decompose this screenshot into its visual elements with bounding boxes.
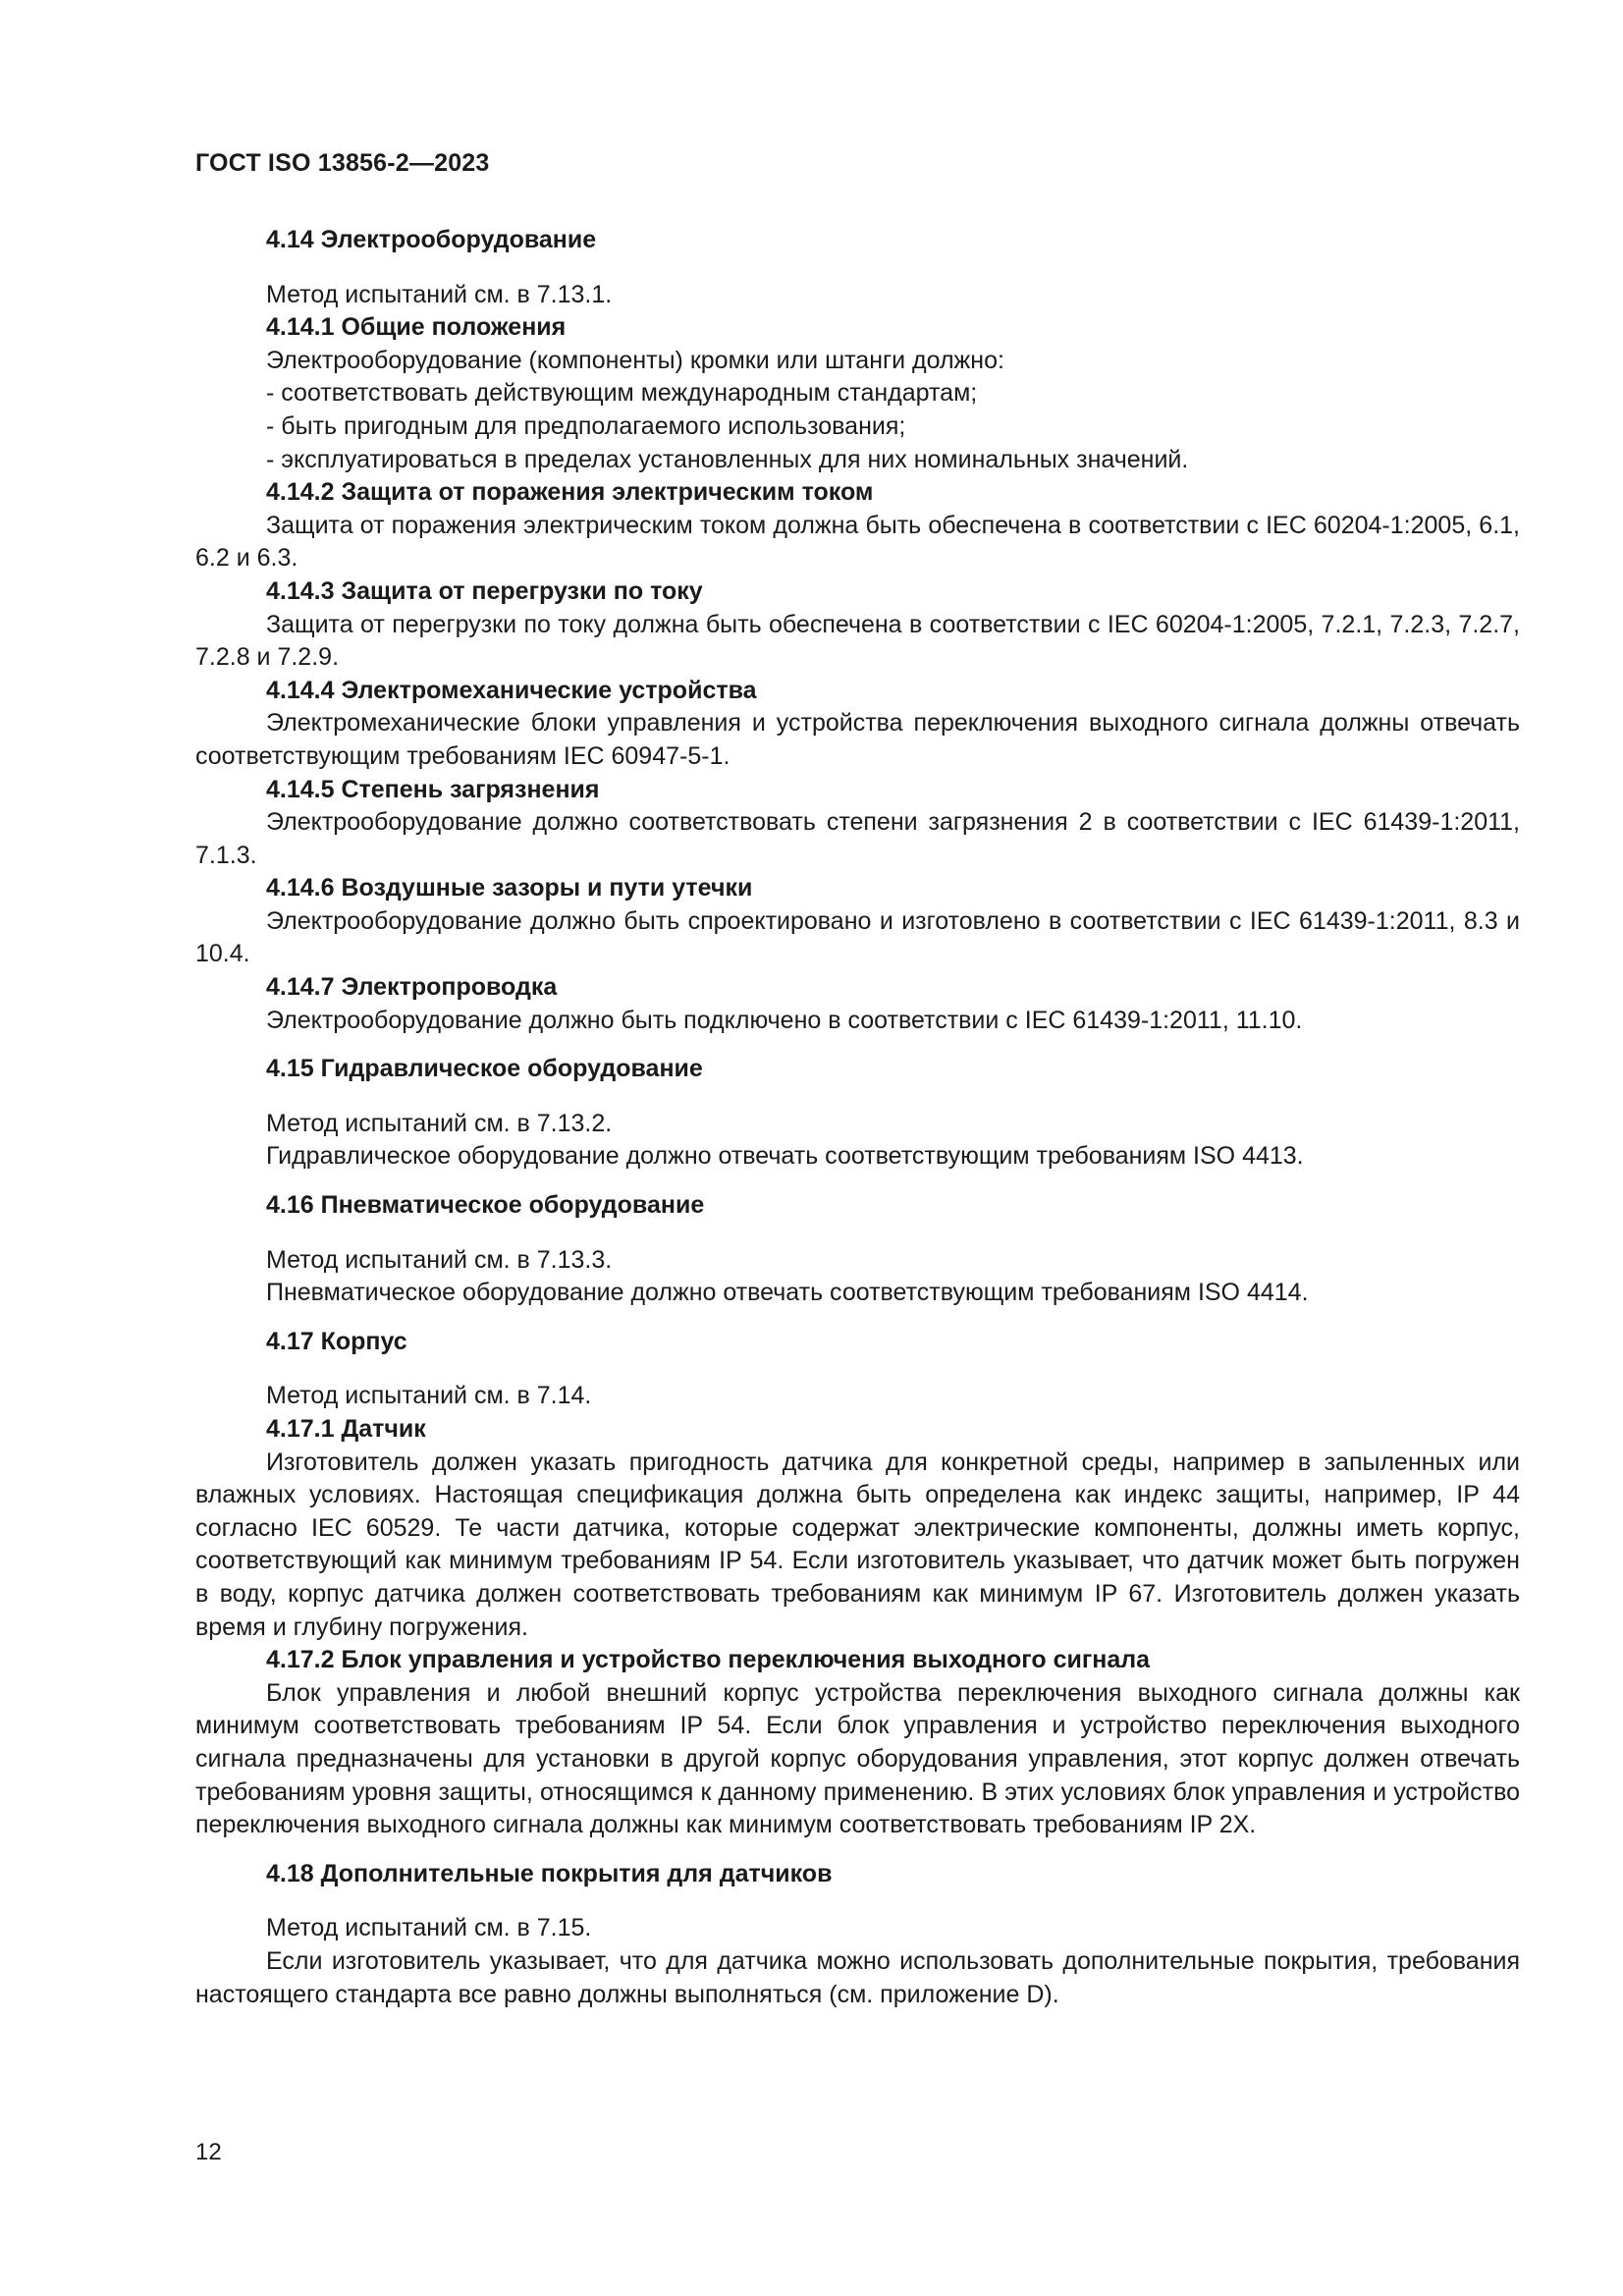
section-4-14-4-text: Электромеханические блоки управления и устройства переключения выходного сигнала должны отвечать соответствующим требованиям IEC 60947-5-1. bbox=[195, 709, 1520, 770]
section-4-17-method: Метод испытаний см. в 7.14. bbox=[266, 1382, 592, 1410]
section-4-14-method: Метод испытаний см. в 7.13.1. bbox=[266, 280, 613, 308]
section-4-17-1-text: Изготовитель должен указать пригодность датчика для конкретной среды, например в запыленных или влажных условиях. Настоящая спецификация должна быть определена как индекс защиты, например, IP 44 согласно IEC 60529. Те части датчика, которые содержат электрические компоненты, должны иметь корпус, соответствующий как минимум требованиям IP 54. Если изготовитель указывает, что датчик может быть погружен в воду, корпус датчика должен соответствовать требованиям как минимум IP 67. Изготовитель должен указать время и глубину погружения. bbox=[195, 1448, 1520, 1641]
section-4-14-2-text: Защита от поражения электрическим током должна быть обеспечена в соответствии с IEC 60204-1:2005, 6.1, 6.2 и 6.3. bbox=[195, 511, 1520, 573]
document-header: ГОСТ ISO 13856-2—2023 bbox=[195, 149, 490, 177]
section-4-14-4-title: 4.14.4 Электромеханические устройства bbox=[266, 676, 757, 704]
section-4-14-5-title: 4.14.5 Степень загрязнения bbox=[266, 775, 600, 803]
section-4-16-title: 4.16 Пневматическое оборудование bbox=[266, 1191, 705, 1220]
section-4-14-1-title: 4.14.1 Общие положения bbox=[266, 313, 567, 342]
section-4-15-text: Гидравлическое оборудование должно отвечать соответствующим требованиям ISO 4413. bbox=[266, 1142, 1304, 1171]
section-4-14-1-intro: Электрооборудование (компоненты) кромки или штанги должно: bbox=[266, 346, 1004, 374]
list-item: - эксплуатироваться в пределах установленных для них номинальных значений. bbox=[266, 445, 1189, 473]
page-number: 12 bbox=[195, 2139, 222, 2165]
section-4-14-3-title: 4.14.3 Защита от перегрузки по току bbox=[266, 576, 703, 605]
section-4-14-2-title: 4.14.2 Защита от поражения электрическим током bbox=[266, 478, 874, 507]
section-4-14-title: 4.14 Электрооборудование bbox=[266, 226, 597, 253]
section-4-17-2-title: 4.17.2 Блок управления и устройство переключения выходного сигнала bbox=[266, 1646, 1151, 1674]
section-4-14-5-text: Электрооборудование должно соответствовать степени загрязнения 2 в соответствии с IEC 61439-1:2011, 7.1.3. bbox=[195, 808, 1520, 869]
section-4-17-2-text: Блок управления и любой внешний корпус устройства переключения выходного сигнала должны как минимум соответствовать требованиям IP 54. Если блок управления и устройство переключения выходного сигнала предназначены для установки в другой корпус оборудования управления, этот корпус должен отвечать требованиям уровня защиты, относящимся к данному применению. В этих условиях блок управления и устройство переключения выходного сигнала должны как минимум соответствовать требованиям IP 2X. bbox=[195, 1678, 1520, 1839]
section-4-18-text: Если изготовитель указывает, что для датчика можно использовать дополнительные покрытия, требования настоящего стандарта все равно должны выполняться (см. приложение D). bbox=[195, 1946, 1520, 2008]
section-4-14-6-text: Электрооборудование должно быть спроектировано и изготовлено в соответствии с IEC 61439-1:2011, 8.3 и 10.4. bbox=[195, 906, 1520, 968]
section-4-14-7-text: Электрооборудование должно быть подключено в соответствии с IEC 61439-1:2011, 11.10. bbox=[266, 1006, 1303, 1034]
section-4-14-7-title: 4.14.7 Электропроводка bbox=[266, 973, 558, 1002]
list-item: - соответствовать действующим международным стандартам; bbox=[266, 379, 978, 408]
section-4-14-6-title: 4.14.6 Воздушные зазоры и пути утечки bbox=[266, 874, 753, 902]
list-item: - быть пригодным для предполагаемого использования; bbox=[266, 411, 906, 440]
section-4-18-title: 4.18 Дополнительные покрытия для датчиков bbox=[266, 1859, 833, 1887]
section-4-16-method: Метод испытаний см. в 7.13.3. bbox=[266, 1245, 613, 1274]
document-body bbox=[195, 224, 1520, 2011]
section-4-18-method: Метод испытаний см. в 7.15. bbox=[266, 1914, 592, 1942]
section-4-17-title: 4.17 Корпус bbox=[266, 1327, 407, 1355]
section-4-17-1-title: 4.17.1 Датчик bbox=[266, 1415, 426, 1443]
section-4-15-title: 4.15 Гидравлическое оборудование bbox=[266, 1055, 703, 1083]
section-4-15-method: Метод испытаний см. в 7.13.2. bbox=[266, 1109, 613, 1137]
section-4-16-text: Пневматическое оборудование должно отвечать соответствующим требованиям ISO 4414. bbox=[266, 1279, 1309, 1307]
section-4-14-3-text: Защита от перегрузки по току должна быть обеспечена в соответствии с IEC 60204-1:2005, 7.2.1, 7.2.3, 7.2.7, 7.2.8 и 7.2.9. bbox=[195, 610, 1520, 672]
